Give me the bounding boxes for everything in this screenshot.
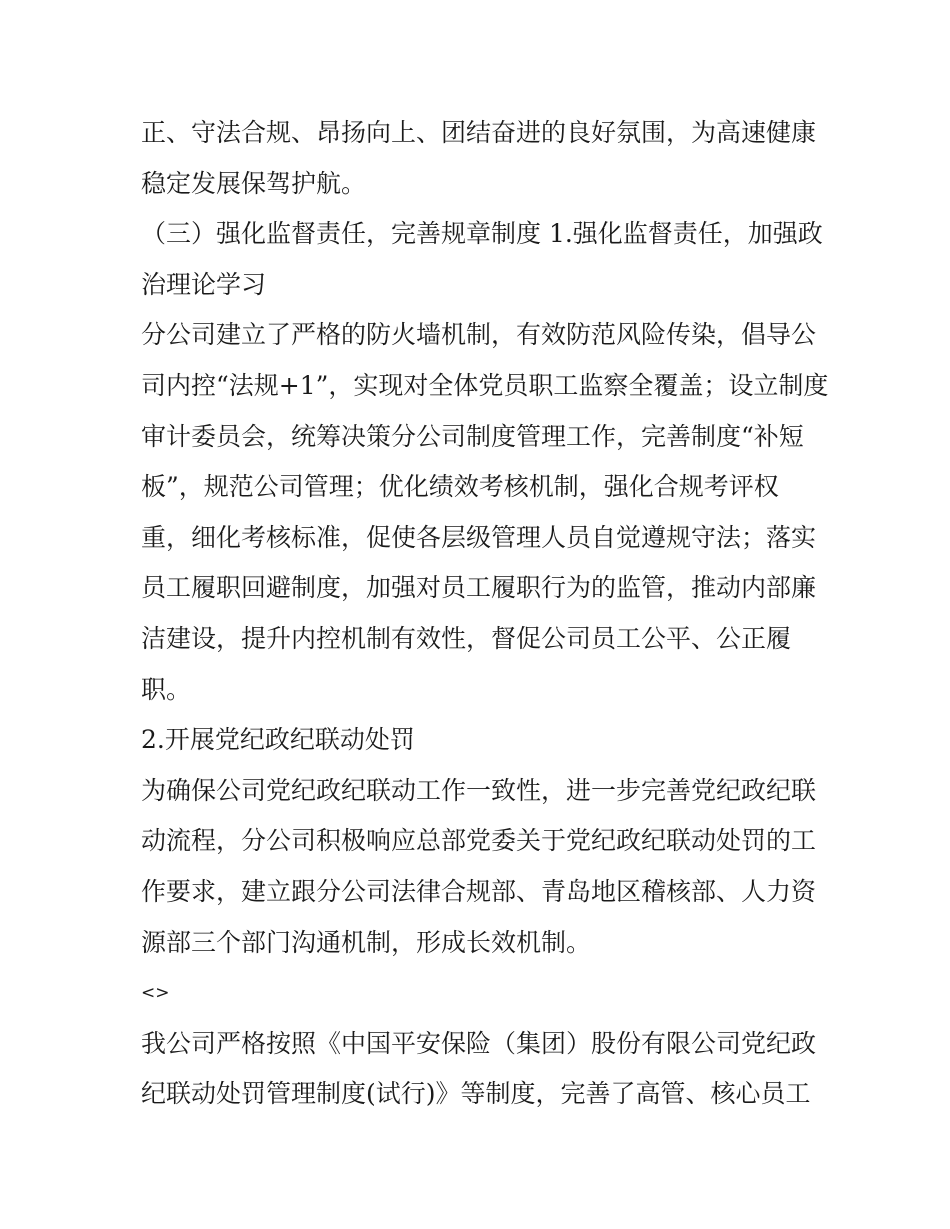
section-heading: （三）强化监督责任，完善规章制度 1.强化监督责任，加强政 — [141, 219, 823, 249]
text-line: 动流程，分公司积极响应总部党委关于党纪政纪联动处罚的工 — [141, 826, 817, 856]
section-heading-continued: 治理论学习 — [141, 269, 267, 299]
text-line: 源部三个部门沟通机制，形成长效机制。 — [141, 927, 592, 957]
text-line: 员工履职回避制度，加强对员工履职行为的监管，推动内部廉 — [141, 573, 817, 603]
text-line: 分公司建立了严格的防火墙机制，有效防范风险传染，倡导公 — [141, 320, 817, 350]
placeholder-marker: <> — [141, 983, 170, 1004]
text-line: 我公司严格按照《中国平安保险（集团）股份有限公司党纪政 — [141, 1028, 817, 1058]
text-line: 作要求，建立跟分公司法律合规部、青岛地区稽核部、人力资 — [141, 876, 817, 906]
text-line: 重，细化考核标准，促使各层级管理人员自觉遵规守法；落实 — [141, 522, 817, 552]
text-line: 正、守法合规、昂扬向上、团结奋进的良好氛围，为高速健康 — [141, 118, 817, 147]
text-line: 审计委员会，统筹决策分公司制度管理工作，完善制度“补短 — [141, 421, 804, 451]
text-line: 板”，规范公司管理；优化绩效考核机制，强化合规考评权 — [141, 472, 779, 502]
document-body — [141, 108, 829, 1120]
text-line: 为确保公司党纪政纪联动工作一致性，进一步完善党纪政纪联 — [141, 775, 817, 805]
text-line: 纪联动处罚管理制度(试行)》等制度，完善了高管、核心员工 — [141, 1079, 811, 1109]
text-line: 职。 — [141, 674, 192, 704]
text-line: 洁建设，提升内控机制有效性，督促公司员工公平、公正履 — [141, 623, 792, 653]
text-line: 司内控“法规+1”，实现对全体党员职工监察全覆盖；设立制度 — [141, 370, 829, 400]
text-line: 稳定发展保驾护航。 — [141, 168, 367, 198]
subsection-heading: 2.开展党纪政纪联动处罚 — [141, 725, 415, 755]
